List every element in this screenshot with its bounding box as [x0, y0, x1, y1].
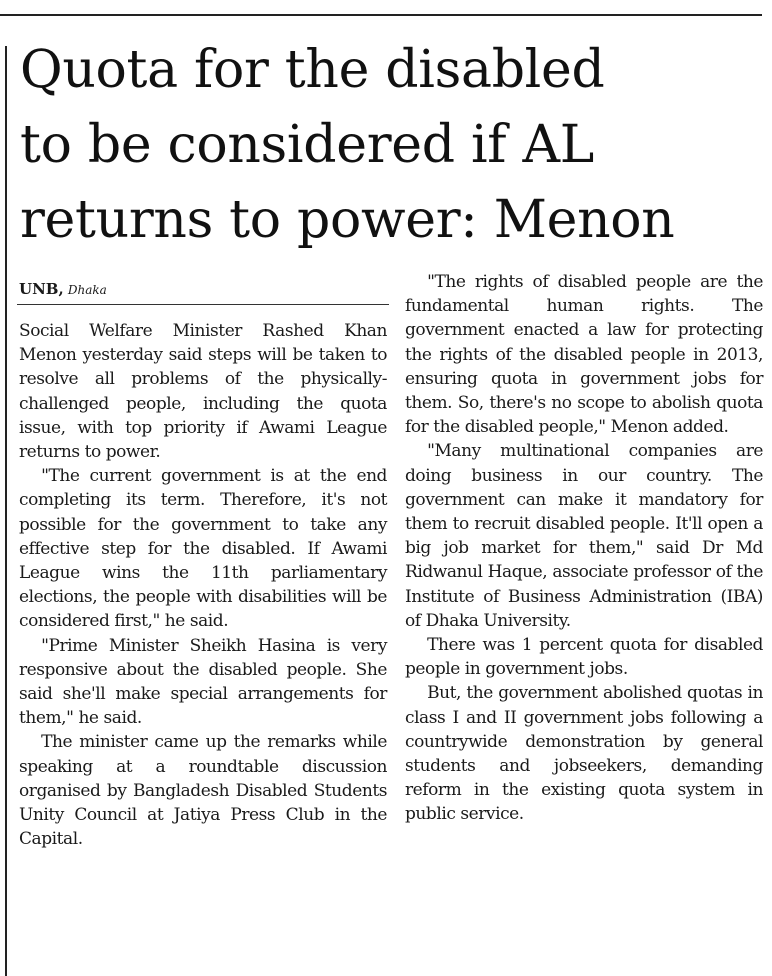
article-paragraph: The minister came up the remarks while speaking at a roundtable discussion organised by Bangladesh Disabled Students Unity Council at Jatiya Press Club in the Capital. [19, 732, 387, 850]
byline [19, 280, 389, 300]
article-column-left [19, 319, 387, 851]
byline-rule [17, 304, 389, 305]
article-paragraph: "The rights of disabled people are the fundamental human rights. The government enacted a law for protecting the rights of the disabled people in 2013, ensuring quota in government jobs for them. So, there's no scope to abolish quota for the disabled people," Menon added. [405, 272, 763, 438]
byline-place: Dhaka [67, 283, 107, 297]
article-paragraph: There was 1 percent quota for disabled people in government jobs. [405, 635, 763, 680]
byline-agency: UNB, [19, 280, 64, 298]
top-rule [0, 14, 762, 16]
left-column-rule [5, 46, 7, 976]
article-paragraph: Social Welfare Minister Rashed Khan Menon yesterday said steps will be taken to resolve all problems of the physically-challenged people, including the quota issue, with top priority if Awami League returns to power. [19, 321, 387, 463]
headline [20, 33, 768, 258]
article-paragraph: But, the government abolished quotas in class I and II government jobs following a countrywide demonstration by general students and jobseekers, demanding reform in the existing quota system in public service. [405, 683, 763, 825]
article-paragraph: "Many multinational companies are doing business in our country. The government can make it mandatory for them to recruit disabled people. It'll open a big job market for them," said Dr Md Ridwanul Haque, associate professor of the Institute of Business Administration (IBA) of Dhaka University. [405, 441, 763, 631]
article-paragraph: "The current government is at the end completing its term. Therefore, it's not possible for the government to take any effective step for the disabled. If Awami League wins the 11th parliamentary elections, the people with disabilities will be considered first," he said. [19, 466, 387, 632]
article-column-right [405, 270, 763, 827]
headline-line: to be considered if AL [20, 115, 594, 175]
headline-line: Quota for the disabled [20, 40, 605, 100]
article-paragraph: "Prime Minister Sheikh Hasina is very responsive about the disabled people. She said she'll make special arrangements for them," he said. [19, 635, 387, 729]
headline-line: returns to power: Menon [20, 190, 675, 250]
